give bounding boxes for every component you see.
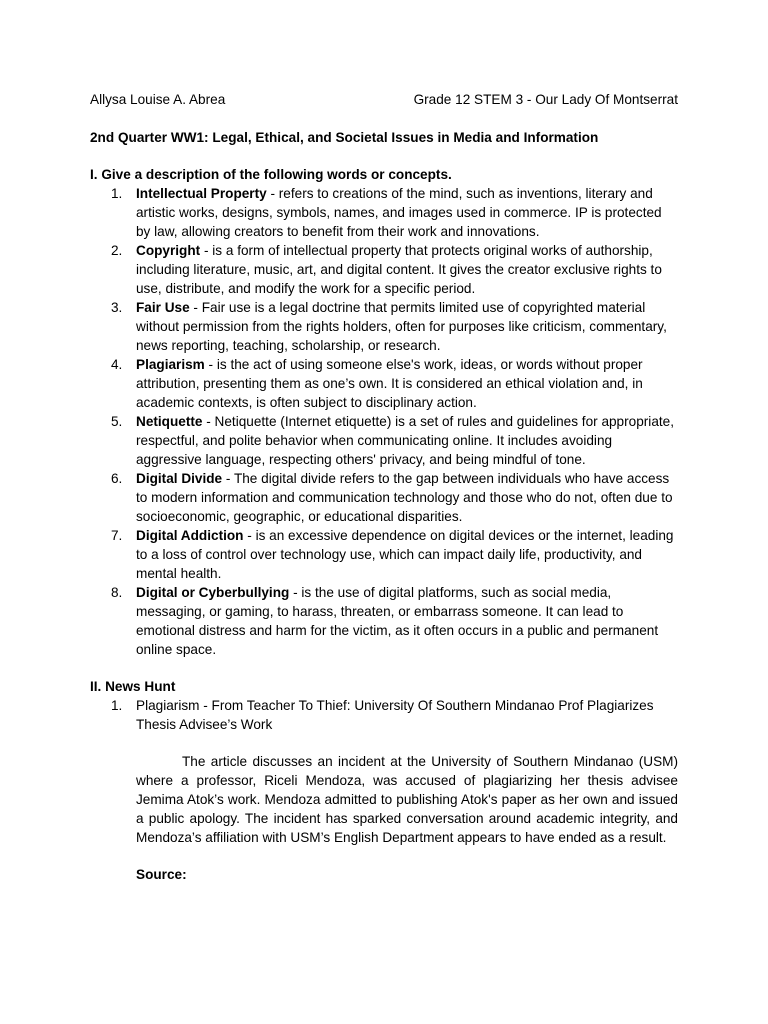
item-number: 6. <box>111 471 123 486</box>
list-item <box>90 526 678 583</box>
item-description: - Fair use is a legal doctrine that permits limited use of copyrighted material without permission from the rights holders, often for purposes like criticism, commentary, news reporting, teaching, scholarship, or research. <box>136 300 667 353</box>
item-number: 3. <box>111 300 123 315</box>
list-item <box>90 696 678 734</box>
item-number: 2. <box>111 243 123 258</box>
item-description: - is a form of intellectual property that protects original works of authorship, including literature, music, art, and digital content. It gives the creator exclusive rights to use, distribute, and modify the work for a specific period. <box>136 243 662 296</box>
document-title: 2nd Quarter WW1: Legal, Ethical, and Societal Issues in Media and Information <box>90 130 599 145</box>
item-term: Digital Divide <box>136 471 223 486</box>
item-description: - The digital divide refers to the gap between individuals who have access to modern information and communication technology and those who do not, often due to socioeconomic, geographic, or educational disparities. <box>136 471 673 524</box>
item-term: Digital Addiction <box>136 528 244 543</box>
item-term: Digital or Cyberbullying <box>136 585 290 600</box>
student-name: Allysa Louise A. Abrea <box>90 92 226 107</box>
news-title: Plagiarism - From Teacher To Thief: University Of Southern Mindanao Prof Plagiarizes Thesis Advisee’s Work <box>136 698 654 732</box>
list-item <box>90 412 678 469</box>
document-header <box>90 90 678 109</box>
item-number: 7. <box>111 528 123 543</box>
item-number: 5. <box>111 414 123 429</box>
item-term: Fair Use <box>136 300 190 315</box>
article-summary: The article discusses an incident at the University of Southern Mindanao (USM) where a professor, Riceli Mendoza, was accused of plagiarizing her thesis advisee Jemima Atok’s work. Mendoza admitted to publishing Atok's paper as her own and issued a public apology. The incident has sparked conversation around academic integrity, and Mendoza’s affiliation with USM’s English Department appears to have ended as a result. <box>136 754 678 845</box>
item-number: 1. <box>111 698 123 713</box>
news-list <box>90 696 678 734</box>
item-description: - is an excessive dependence on digital devices or the internet, leading to a loss of control over technology use, which can impact daily life, productivity, and mental health. <box>136 528 674 581</box>
list-item <box>90 469 678 526</box>
section-2-heading: II. News Hunt <box>90 679 176 694</box>
item-term: Plagiarism <box>136 357 205 372</box>
item-term: Netiquette <box>136 414 203 429</box>
source-label: Source: <box>136 867 187 882</box>
list-item <box>90 583 678 659</box>
list-item <box>90 298 678 355</box>
item-description: - refers to creations of the mind, such as inventions, literary and artistic works, designs, symbols, names, and images used in commerce. IP is protected by law, allowing creators to benefit from their work and innovations. <box>136 186 662 239</box>
list-item <box>90 355 678 412</box>
document-page <box>90 90 678 884</box>
item-term: Intellectual Property <box>136 186 267 201</box>
list-item <box>90 184 678 241</box>
item-term: Copyright <box>136 243 201 258</box>
definitions-list <box>90 184 678 659</box>
item-number: 1. <box>111 186 123 201</box>
list-item <box>90 241 678 298</box>
item-number: 8. <box>111 585 123 600</box>
item-number: 4. <box>111 357 123 372</box>
grade-section: Grade 12 STEM 3 - Our Lady Of Montserrat <box>413 92 678 107</box>
item-description: - is the use of digital platforms, such as social media, messaging, or gaming, to harass, threaten, or embarrass someone. It can lead to emotional distress and harm for the victim, as it often occurs in a public and permanent online space. <box>136 585 659 657</box>
item-description: - is the act of using someone else's work, ideas, or words without proper attribution, presenting them as one’s own. It is considered an ethical violation and, in academic contexts, is often subject to disciplinary action. <box>136 357 643 410</box>
item-description: - Netiquette (Internet etiquette) is a set of rules and guidelines for appropriate, respectful, and polite behavior when communicating online. It includes avoiding aggressive language, respecting others' privacy, and being mindful of tone. <box>136 414 674 467</box>
section-1-heading: I. Give a description of the following words or concepts. <box>90 167 452 182</box>
